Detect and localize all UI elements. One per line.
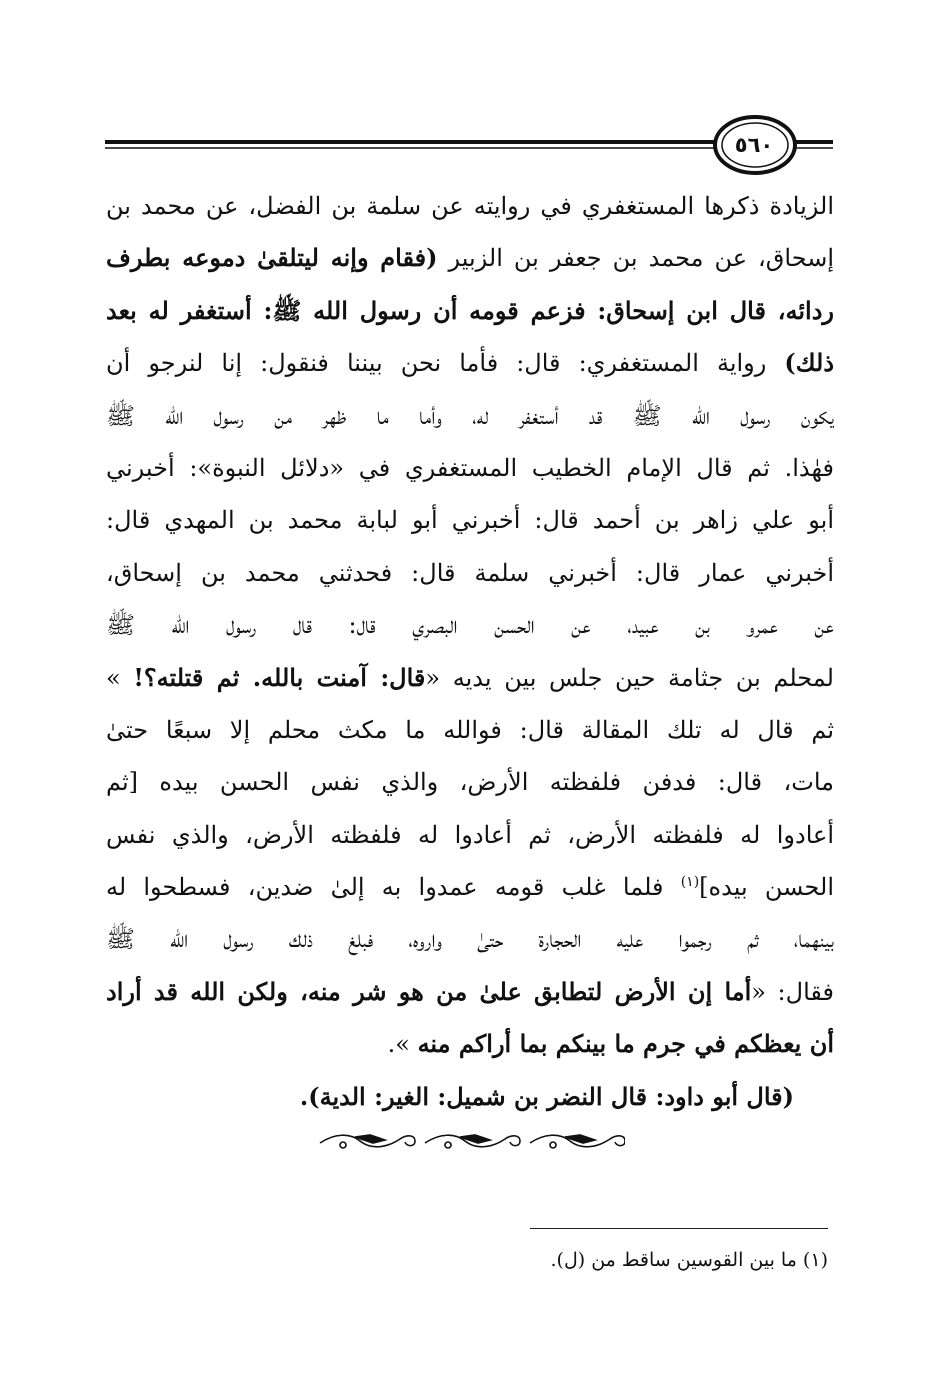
- text-line: أخبرني عمار قال: أخبرني سلمة قال: فحدثني محمد بن إسحاق،: [106, 558, 834, 587]
- text-line: (قال أبو داود: قال النضر بن شميل: الغير: الدية).: [299, 1081, 794, 1111]
- footnote-separator: [530, 1228, 828, 1229]
- section-divider-ornament: [315, 1125, 625, 1155]
- text-line: الحسن بيده]$^{(١)}$ فلما غلب قومه عمدوا به إلىٰ ضدين، فسطحوا له: [106, 873, 834, 902]
- text-line: أعادوا له فلفظته الأرض، ثم أعادوا له فلفظته الأرض، والذي نفس: [106, 820, 834, 849]
- text-line: لمحلم بن جثامة حين جلس بين يديه «قال: آمنت بالله. ثم قتلته؟! »: [106, 662, 834, 692]
- main-text: [106, 180, 834, 1123]
- text-line: ثم قال له تلك المقالة قال: فوالله ما مكث محلم إلا سبعًا حتىٰ: [106, 715, 834, 744]
- text-line: ذلك) رواية المستغفري: قال: فأما نحن بيننا فنقول: إنا لنرجو أن: [106, 348, 834, 378]
- footnote-marker[interactable]: (١): [680, 874, 700, 891]
- page-number: ٥٦٠: [734, 133, 774, 157]
- text-line: عن عمرو بن عبيد، عن الحسن البصري قال: قال رسول الله ﷺ: [106, 611, 834, 640]
- footnote: (١) ما بين القوسين ساقط من (ل).: [550, 1249, 828, 1271]
- text-line: يكون رسول الله ﷺ قد أستغفر له، وأما ما ظهر من رسول الله ﷺ: [106, 401, 834, 430]
- text-line: أن يعظكم في جرم ما بينكم بما أراكم منه ».: [387, 1029, 834, 1059]
- text-line: فهٰذا. ثم قال الإمام الخطيب المستغفري في «دلائل النبوة»: أخبرني: [106, 453, 834, 482]
- text-line: ردائه، قال ابن إسحاق: فزعم قومه أن رسول الله ﷺ: أستغفر له بعد: [106, 295, 834, 325]
- text-line: مات، قال: فدفن فلفظته الأرض، والذي نفس الحسن بيده [ثم: [106, 768, 834, 797]
- text-line: أبو علي زاهر بن أحمد قال: أخبرني أبو لبابة محمد بن المهدي قال:: [106, 506, 834, 535]
- text-line: إسحاق، عن محمد بن جعفر بن الزبير (فقام وإنه ليتلقىٰ دموعه بطرف: [106, 243, 834, 273]
- text-line: فقال: «أما إن الأرض لتطابق علىٰ من هو شر منه، ولكن الله قد أراد: [106, 976, 834, 1006]
- text-line: بينهما، ثم رجموا عليه الحجارة حتىٰ واروه، فبلغ ذلك رسول الله ﷺ: [106, 925, 834, 954]
- text-line: الزيادة ذكرها المستغفري في روايته عن سلمة بن الفضل، عن محمد بن: [106, 192, 834, 220]
